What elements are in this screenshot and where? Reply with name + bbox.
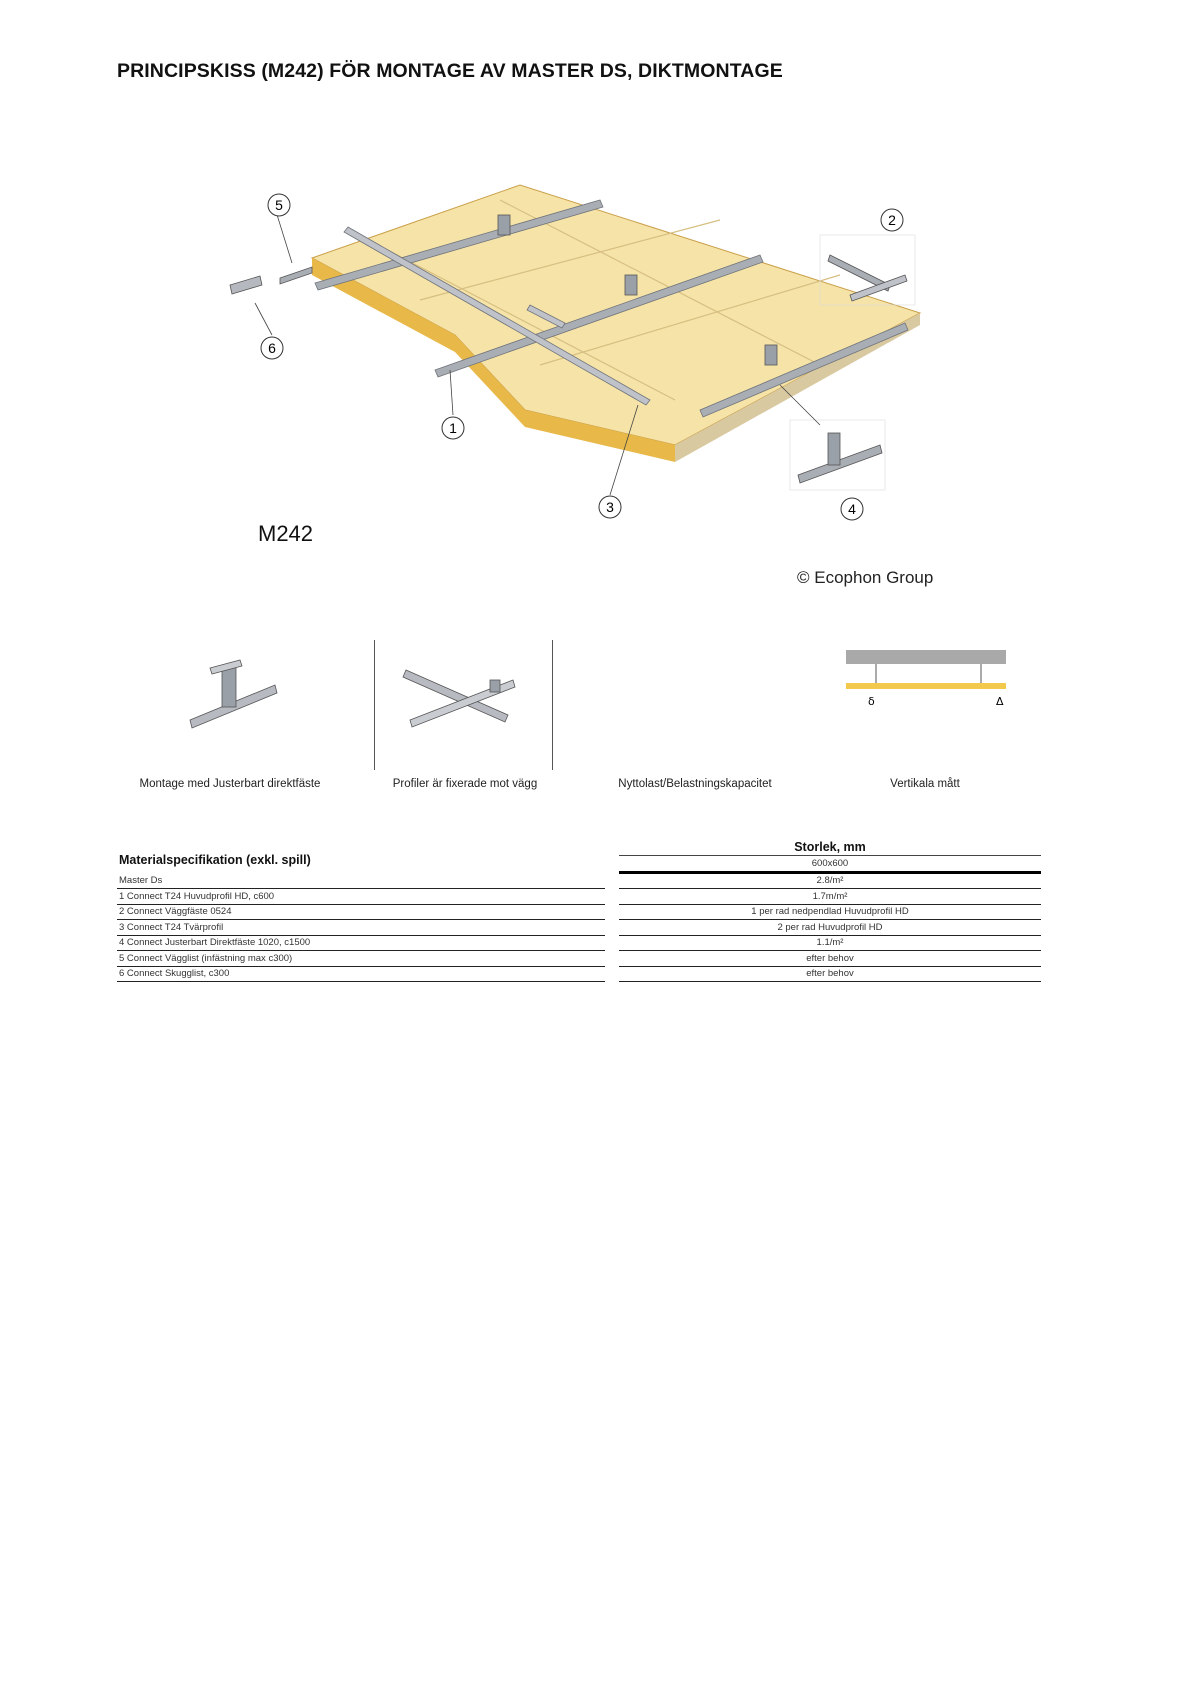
table-row [117, 966, 1041, 982]
callout-2-label: 2 [888, 212, 896, 228]
callout-6-label: 6 [268, 340, 276, 356]
caption-wall-fixed: Profiler är fixerade mot vägg [392, 778, 538, 790]
divider [374, 640, 375, 770]
callout-6 [261, 337, 283, 359]
caption-load-capacity: Nyttolast/Belastningskapacitet [618, 778, 772, 790]
caption-vertical-dimensions: Vertikala mått [890, 778, 960, 790]
spec-item: 6 Connect Skugglist, c300 [117, 966, 605, 982]
table-row [117, 951, 1041, 967]
spec-value: efter behov [619, 966, 1041, 982]
shadow-profile [230, 276, 262, 294]
bracket [498, 215, 510, 235]
divider [552, 640, 553, 770]
page-title: PRINCIPSKISS (M242) FÖR MONTAGE AV MASTER DS, DIKTMONTAGE [117, 60, 783, 82]
spec-item: 1 Connect T24 Huvudprofil HD, c600 [117, 889, 605, 905]
callout-5-label: 5 [275, 197, 283, 213]
delta-small-mark: δ [868, 695, 875, 708]
spec-item: 3 Connect T24 Tvärprofil [117, 920, 605, 936]
table-row [117, 920, 1041, 936]
table-row [117, 889, 1041, 905]
spec-value: 2 per rad Huvudprofil HD [619, 920, 1041, 936]
callout-3 [599, 496, 621, 518]
drawing-code: M242 [258, 521, 314, 546]
callout-4 [841, 498, 863, 520]
bracket [765, 345, 777, 365]
spec-value: 1.1/m² [619, 935, 1041, 951]
table-row [117, 935, 1041, 951]
spec-value: 1.7m/m² [619, 889, 1041, 905]
callout-1-label: 1 [449, 420, 457, 436]
spec-size: 600x600 [619, 856, 1041, 873]
delta-large-mark: Δ [996, 695, 1004, 708]
spec-item: 4 Connect Justerbart Direktfäste 1020, c1500 [117, 935, 605, 951]
spec-item: 5 Connect Vägglist (infästning max c300) [117, 951, 605, 967]
vertical-section-icon [846, 650, 1006, 710]
bracket [625, 275, 637, 295]
spec-item: Master Ds [117, 872, 605, 889]
table-row [117, 904, 1041, 920]
caption-adjustable-bracket: Montage med Justerbart direktfäste [139, 778, 321, 790]
callout-1 [442, 417, 464, 439]
wall-fixed-profile-icon [398, 640, 528, 740]
copyright: © Ecophon Group [797, 568, 934, 587]
spec-header-right: Storlek, mm [794, 839, 866, 854]
assembly-drawing [200, 175, 960, 535]
spec-value: 1 per rad nedpendlad Huvudprofil HD [619, 904, 1041, 920]
spec-value: 2.8/m² [619, 872, 1041, 889]
wall-angle [280, 267, 312, 284]
spec-value: efter behov [619, 951, 1041, 967]
table-row [117, 872, 1041, 889]
material-spec-table [117, 838, 1041, 982]
bracket [828, 433, 840, 465]
spec-header-left: Materialspecifikation (exkl. spill) [119, 853, 311, 867]
callout-4-label: 4 [848, 501, 856, 517]
spec-item: 2 Connect Väggfäste 0524 [117, 904, 605, 920]
callout-5 [268, 194, 290, 216]
adjustable-bracket-icon [180, 640, 300, 740]
callout-2 [881, 209, 903, 231]
callout-3-label: 3 [606, 499, 614, 515]
